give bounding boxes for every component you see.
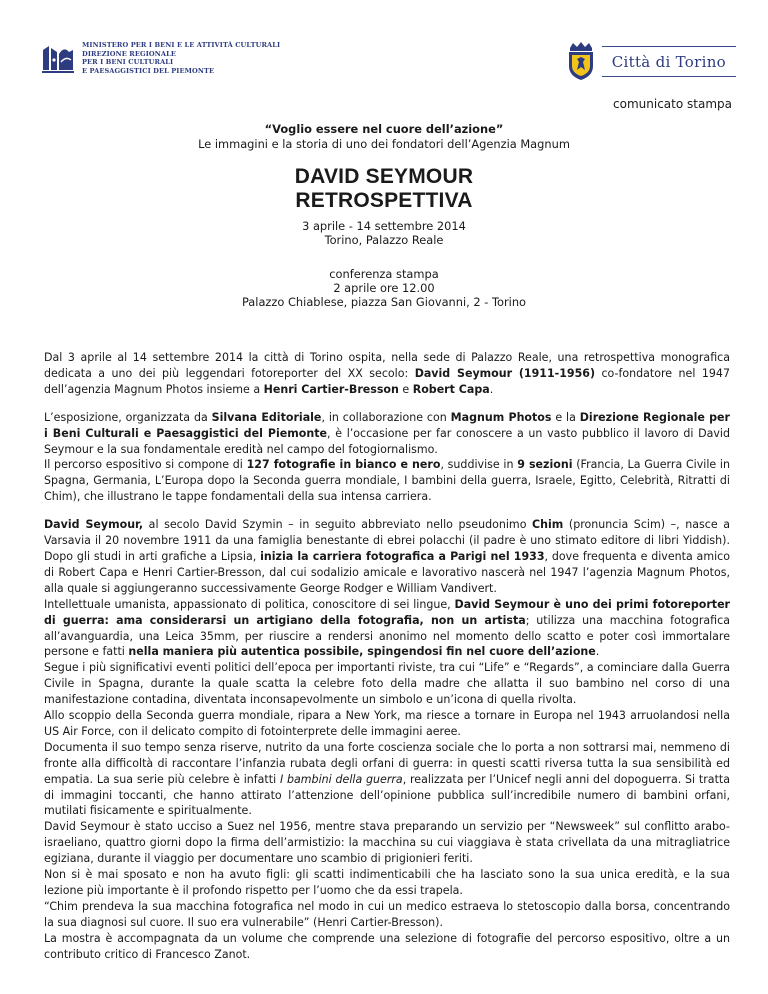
ministry-line: E PAESAGGISTICI DEL PIEMONTE: [82, 66, 215, 75]
exhibition-title: [0, 165, 768, 213]
text-run: e: [398, 382, 413, 396]
ministry-line: DIREZIONE REGIONALE: [82, 49, 176, 58]
letterhead: [0, 0, 768, 90]
bold-text: David Seymour,: [44, 518, 144, 532]
text-run: Dal 3 aprile al 14 settembre 2014 la città di Torino ospita, nella sede di Palazzo Reale, una retrospettiva monografica dedicata a uno dei più leggendari fotoreporter del XX secolo:: [44, 351, 730, 380]
body-paragraph: [44, 740, 730, 820]
citta-di-torino-logo: [566, 40, 736, 82]
ministry-line: MINISTERO PER I BENI E LE ATTIVITÀ CULTURALI: [82, 41, 281, 49]
bold-text: Henri Cartier-Bresson: [263, 382, 399, 396]
text-run: ; utilizza una macchina fotografica all’avanguardia, una Leica 35mm, per riuscire a rendersi anonimo nel momento dello scatto e poter così immortalare persone e fatti: [44, 613, 730, 659]
city-crest-icon: [566, 40, 596, 82]
body-paragraph: [44, 899, 730, 931]
text-run: .: [595, 645, 600, 659]
ministry-logo: [40, 40, 280, 76]
exhibition-venue: Torino, Palazzo Reale: [324, 233, 444, 247]
body-paragraph: [44, 867, 730, 899]
bold-text: Silvana Editoriale: [211, 410, 322, 424]
ministry-text: [82, 41, 280, 75]
bold-text: 127 fotografie in bianco e nero: [246, 458, 441, 472]
text-run: , in collaborazione con: [321, 410, 451, 424]
text-run: Segue i più significativi eventi politici dell’epoca per importanti riviste, tra cui “Life” e “Regards”, a cominciare dalla Guerra Civile in Spagna, durante la quale scatta la celebre foto della madre che allatta il suo bambino nel corso di una manifestazione contadina, diventata inconsapevolmente un simbolo e un’icona di quella rivolta.: [44, 661, 730, 707]
text-run: , suddivise in: [440, 458, 518, 472]
text-run: (Francia, La Guerra Civile in Spagna, Germania, L’Europa dopo la Seconda guerra mondiale, I bambini della guerra, Israele, Egitto, Celebrità, Ritratti di Chim), che illustrano le tappe fondamentali della sua intensa carriera.: [44, 458, 731, 504]
ministry-emblem-icon: [40, 40, 76, 76]
text-run: al secolo David Szymin – in seguito abbreviato nello pseudonimo: [143, 518, 533, 532]
body-paragraph: [44, 708, 730, 740]
italic-text: I bambini della guerra: [279, 772, 403, 786]
body-paragraph: [44, 931, 730, 963]
bold-text: Chim: [532, 518, 564, 532]
bold-text: Magnum Photos: [450, 410, 552, 424]
text-run: Allo scoppio della Seconda guerra mondiale, ripara a New York, ma riesce a tornare in Europa nel 1943 arruolandosi nella US Air Force, con il delicato compito di fotointerprete delle immagini aeree.: [44, 709, 730, 738]
title-line: RETROSPETTIVA: [295, 189, 473, 212]
city-name: Città di Torino: [602, 46, 736, 77]
body-paragraph: [44, 660, 730, 708]
press-conference-date: 2 aprile ore 12.00: [333, 281, 435, 295]
text-run: co-fondatore nel 1947 dell’agenzia Magnum Photos insieme a: [44, 366, 730, 396]
text-run: Documenta il suo tempo senza riserve, nutrito da una forte coscienza sociale che lo porta a non sottrarsi mai, nemmeno di fronte alla difficoltà di raccontare l’infanzia rubata degli orfani di guerra: in questi scatti riversa tutta la sua sensibilità ed empatia. La sua serie più celebre è infatti: [44, 740, 730, 786]
bold-text: nella maniera più autentica possibile, spingendosi fin nel cuore dell’azione: [128, 645, 596, 659]
text-run: David Seymour è stato ucciso a Suez nel 1956, mentre stava preparando un servizio per “Newsweek” sul conflitto arabo-israeliano, quattro giorni dopo la firma dell’armistizio: la macchina su cui viaggiava è stata crivellata da una mitragliatrice egiziana, durante il viaggio per documentare uno scambio di prigionieri feriti.: [44, 820, 730, 866]
subtitle: Le immagini e la storia di uno dei fondatori dell’Agenzia Magnum: [198, 137, 570, 151]
text-run: e la: [551, 410, 580, 424]
text-run: Non si è mai sposato e non ha avuto figli: gli scatti indimenticabili che ha lasciato sono la sua unica eredità, e la sua lezione più importante è il profondo rispetto per l’uomo che da essi trapela.: [44, 868, 730, 897]
text-run: , è l’occasione per far conoscere a un vasto pubblico il lavoro di David Seymour e la sua fondamentale eredità nel campo del fotogiornalismo.: [44, 426, 731, 456]
title-line: DAVID SEYMOUR: [294, 165, 474, 188]
text-run: , realizzata per l’Unicef negli anni del dopoguerra. Si tratta di immagini toccanti, che hanno attirato l’attenzione dell’opinione pubblica sull’incredibile numero di bambini orfani, mutilati fisicamente e spiritualmente.: [44, 772, 730, 818]
tagline: “Voglio essere nel cuore dell’azione”: [264, 122, 504, 136]
bold-text: Direzione Regionale per i Beni Culturali e Paesaggistici del Piemonte: [44, 410, 730, 440]
text-run: Intellettuale umanista, appassionato di politica, conoscitore di sei lingue,: [44, 597, 455, 611]
bold-text: Robert Capa: [412, 382, 490, 396]
body-paragraph: [44, 517, 730, 597]
press-conference-place: Palazzo Chiablese, piazza San Giovanni, 2 - Torino: [241, 295, 527, 309]
bold-text: David Seymour è uno dei primi fotoreporter di guerra: ama considerarsi un artigiano della fotografia, non un artista: [44, 597, 731, 627]
press-conference-label: conferenza stampa: [329, 267, 439, 281]
document-type: comunicato stampa: [613, 97, 732, 111]
text-run: L’esposizione, organizzata da: [44, 410, 212, 424]
body-paragraph: [44, 597, 730, 661]
text-run: , dove frequenta e diventa amico di Robert Capa e Henri Cartier-Bresson, dal cui sodalizio amicale e lavorativo nascerà nel 1947 l’agenzia Magnum Photos, alla quale si aggiungeranno successivamente George Rodger e William Vandivert.: [44, 549, 730, 595]
ministry-line: PER I BENI CULTURALI: [82, 58, 174, 67]
body-text: [44, 350, 730, 963]
text-run: La mostra è accompagnata da un volume che comprende una selezione di fotografie del percorso espositivo, oltre a un contributo critico di Francesco Zanot.: [44, 931, 730, 961]
body-paragraph: [44, 350, 730, 398]
bold-text: inizia la carriera fotografica a Parigi nel 1933: [260, 549, 545, 563]
text-run: “Chim prendeva la sua macchina fotografica nel modo in cui un medico estraeva lo stetoscopio dalla borsa, concentrando la sua diagnosi sul cuore. Il suo era vulnerabile” (Henri Cartier-Bresson).: [44, 899, 730, 929]
exhibition-dates: 3 aprile - 14 settembre 2014: [302, 219, 466, 233]
body-paragraph: [44, 819, 730, 867]
title-block: [0, 122, 768, 309]
body-paragraph: [44, 457, 730, 505]
text-run: Il percorso espositivo si compone di: [44, 458, 247, 472]
text-run: .: [489, 382, 494, 396]
bold-text: 9 sezioni: [517, 458, 573, 472]
body-paragraph: [44, 410, 730, 458]
bold-text: David Seymour (1911-1956): [414, 366, 596, 380]
text-run: (pronuncia Scim) –, nasce a Varsavia il 20 novembre 1911 da una famiglia benestante di ebrei polacchi (il padre è uno stimato editore di libri Yiddish). Dopo gli studi in arti grafiche a Lipsia,: [44, 518, 731, 563]
